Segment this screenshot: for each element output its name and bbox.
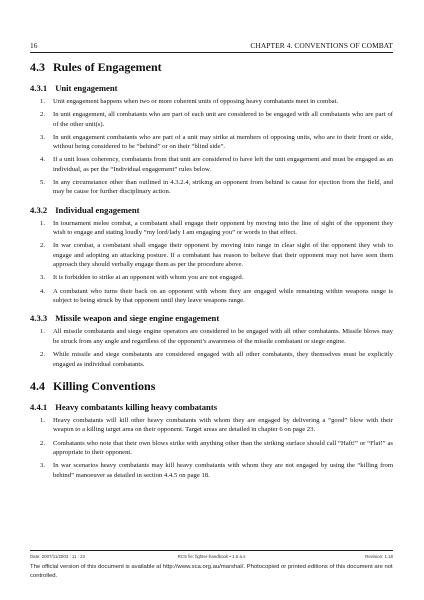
subsection-heading-4-4-1: [30, 402, 393, 412]
list-item: 1. All missile combatants and siege engine operators are considered to be engaged with all other combatants. Missile blows may be struck from any angle and regardless of the opponent’s awareness of the missile combatant or siege engine.: [40, 328, 393, 345]
footer-revision: Revision: 1.18: [365, 554, 393, 559]
subsection-title: Individual engagement: [55, 204, 140, 215]
footer-rcs: RCS fie: fighter-handbook • 1.5 a.s: [177, 554, 246, 559]
rule-list-4-4-1: [30, 416, 393, 480]
rule-list-4-3-1: [30, 97, 393, 197]
section-heading-4-4: [30, 379, 393, 394]
list-item-text: It is forbidden to strike at an opponent with whom you are not engaged.: [53, 274, 244, 282]
list-item-text: Unit engagement happens when two or more coherent units of opposing heavy combatants meet in combat.: [53, 98, 339, 105]
list-item-text: In tournament melee combat, a combatant shall engage their opponent by moving into the line of sight of the opponent they wish to engage and stating loudly “my lord/lady I am engaging you” or words to that effect.: [53, 219, 393, 237]
list-item: 2. Combatants who note that their own blows strike with anything other than the striking surface should call “Haft!” or “Flat!” as appropriate to their opponent.: [40, 439, 393, 456]
list-item: 3. In unit engagement combatants who are part of a unit may strike at members of opposing units, who are to their front or side, without being considered to be “behind” or on their “blind side”.: [40, 133, 393, 151]
list-item-text: While missile and siege combatants are considered engaged with all other combatants, they themselves must be explicitly engaged as individual combatants.: [53, 351, 393, 368]
section-title: Killing Conventions: [53, 378, 156, 393]
running-header: [30, 41, 393, 53]
list-item: 1. In tournament melee combat, a combatant shall engage their opponent by moving into the line of sight of the opponent they wish to engage and stating loudly “my lord/lady I am engaging you” or words to that effect.: [40, 219, 393, 237]
list-item-text: In war scenarios heavy combatants may kill heavy combatants with whom they are not engaged by using the “killing from behind” manoeuver as detailed in section 4.4.5 on page 18.: [53, 462, 393, 479]
list-item: 2. In war combat, a combatant shall engage their opponent by moving into range in clear sight of the opponent they wish to engage and adopting an attacking posture. If a combatant has reason to believe that their opponent may not have seen them approach they should verbally engage them as per the procedure above.: [40, 242, 393, 269]
section-heading-4-3: [30, 60, 393, 75]
section-number: 4.3: [30, 60, 45, 74]
subsection-title: Heavy combatants killing heavy combatants: [55, 401, 218, 412]
subsection-heading-4-3-3: [30, 313, 393, 323]
subsection-title: Unit engagement: [55, 83, 118, 93]
footer-meta: [30, 554, 393, 563]
list-item: 1. Heavy combatants will kill other heavy combatants with whom they are engaged by delivering a “good” blow with their weapon to a killing target area on their opponent. Target areas are detailed in chapter 6 on page 23.: [40, 416, 393, 434]
list-item: 2. In unit engagement, all combatants who are part of each unit are considered to be engaged with all combatants who are part of of the other unit(s).: [40, 111, 393, 128]
chapter-title: CHAPTER 4. CONVENTIONS OF COMBAT: [250, 41, 393, 50]
list-item-text: If a unit loses coherency, combatants from that unit are considered to have left the unit engagement and must be engaged as an individual, as per the “Individual engagement” rules below.: [53, 156, 393, 173]
page-body: [30, 56, 393, 484]
footer-notice: The official version of this document is available at http://www.sca.org.au/marshal/. Photocopied or printed editions of this document are not controlled.: [30, 564, 393, 579]
section-title: Rules of Engagement: [53, 60, 162, 74]
list-item-text: All missile combatants and siege engine operators are considered to be engaged with all other combatants. Missile blows may be struck from any angle and regardless of the opponent’s awareness of the missile combatant or siege engine.: [53, 328, 393, 345]
footer-date: Date: 2007/11/2003 : 11 : 22: [30, 554, 86, 559]
list-item: 4. A combatant who turns their back on an opponent with whom they are engaged while remaining within weapons range is subject to being struck by that opponent until they leave weapons range.: [40, 287, 393, 305]
subsection-number: 4.3.1: [30, 83, 48, 93]
subsection-number: 4.3.2: [30, 204, 48, 215]
list-item-text: A combatant who turns their back on an opponent with whom they are engaged while remaining within weapons range is subject to being struck by that opponent until they leave weapons range.: [53, 287, 393, 305]
subsection-number: 4.3.3: [30, 313, 48, 324]
subsection-heading-4-3-2: [30, 205, 393, 215]
list-item-text: In unit engagement combatants who are part of a unit may strike at members of opposing units, who are to their front or side, without being considered to be “behind” or on their “blind side”.: [53, 133, 393, 151]
list-item-text: Heavy combatants will kill other heavy combatants with whom they are engaged by delivering a “good” blow with their weapon to a killing target area on their opponent. Target areas are detailed in chapter 6 on page 23.: [53, 416, 393, 434]
page-footer: [30, 550, 393, 581]
page-number: 16: [30, 41, 38, 50]
list-item: 3. In war scenarios heavy combatants may kill heavy combatants with whom they are not engaged by using the “killing from behind” manoeuver as detailed in section 4.4.5 on page 18.: [40, 462, 393, 479]
list-item: 3. It is forbidden to strike at an opponent with whom you are not engaged.: [40, 274, 244, 282]
section-number: 4.4: [30, 378, 45, 393]
footer-rule: [30, 550, 393, 551]
list-item: 2. While missile and siege combatants are considered engaged with all other combatants, they themselves must be explicitly engaged as individual combatants.: [40, 351, 393, 368]
list-item-text: Combatants who note that their own blows strike with anything other than the striking surface should call “Haft!” or “Flat!” as appropriate to their opponent.: [53, 439, 393, 456]
rule-list-4-3-2: [30, 219, 393, 306]
list-item-text: In war combat, a combatant shall engage their opponent by moving into range in clear sight of the opponent they wish to engage and adopting an attacking posture. If a combatant has reason to believe that their opponent may not have seen them approach they should verbally engage them as per the procedure above.: [53, 242, 393, 269]
list-item: 5. In any circumstance other than outlined in 4.3.2.4, striking an opponent from behind is cause for ejection from the field, and may be cause for further disciplinary action.: [40, 179, 393, 196]
subsection-number: 4.4.1: [30, 401, 48, 412]
list-item: 1. Unit engagement happens when two or more coherent units of opposing heavy combatants meet in combat.: [40, 98, 339, 105]
subsection-title: Missile weapon and siege engine engagement: [55, 313, 220, 324]
list-item-text: In any circumstance other than outlined in 4.3.2.4, striking an opponent from behind is cause for ejection from the field, and may be cause for further disciplinary action.: [53, 179, 393, 196]
subsection-heading-4-3-1: [30, 83, 393, 93]
list-item-text: In unit engagement, all combatants who are part of each unit are considered to be engaged with all combatants who are part of of the other unit(s).: [53, 111, 393, 128]
rule-list-4-3-3: [30, 327, 393, 368]
list-item: 4. If a unit loses coherency, combatants from that unit are considered to have left the unit engagement and must be engaged as an individual, as per the “Individual engagement” rules below.: [40, 156, 393, 173]
